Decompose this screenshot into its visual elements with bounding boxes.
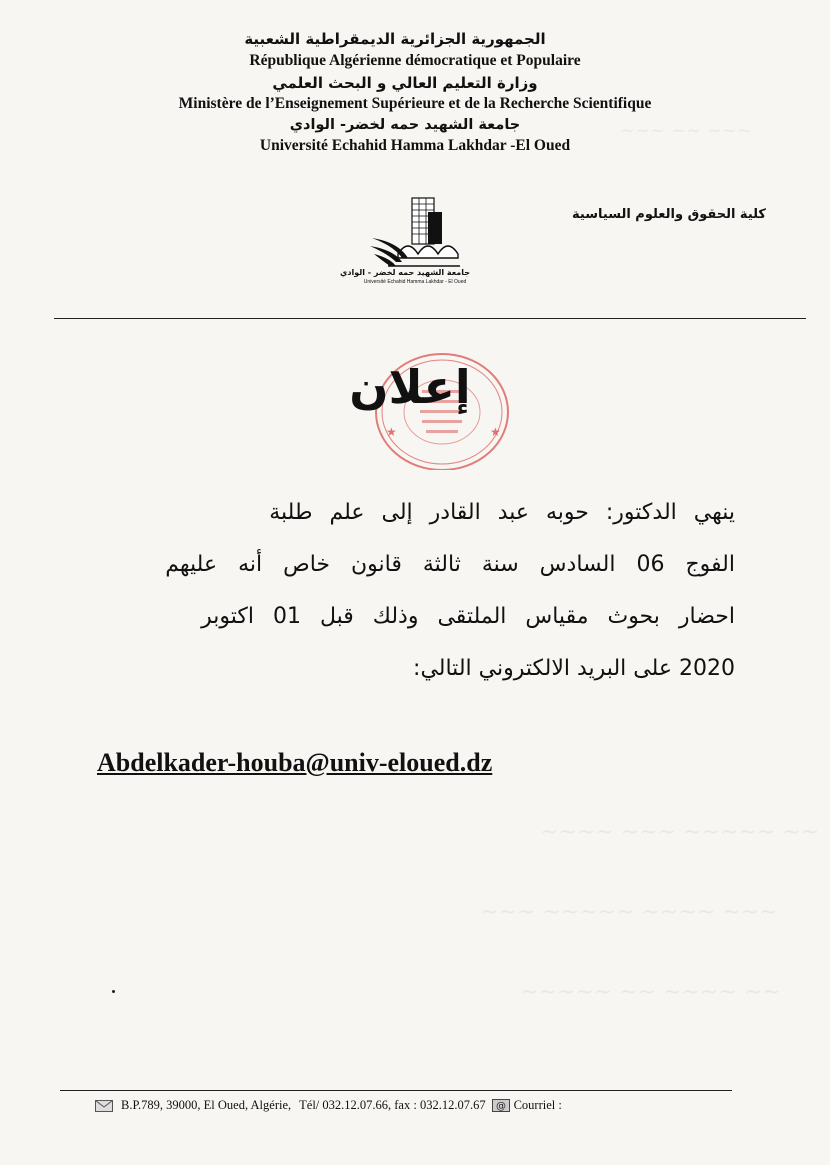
faculty-name: كلية الحقوق والعلوم السياسية — [572, 207, 766, 222]
footer-courriel-label: Courriel : — [513, 1098, 562, 1112]
svg-text:★: ★ — [386, 425, 397, 439]
header-divider — [54, 318, 806, 319]
envelope-icon — [95, 1100, 113, 1112]
contact-email-link[interactable]: Abdelkader-houba@univ-eloued.dz — [97, 748, 493, 777]
header-university-fr: Université Echahid Hamma Lakhdar -El Oued — [259, 137, 571, 154]
bleed-through-text: ~~~~~ ~~ ~~~~ ~~ — [520, 980, 781, 1005]
stray-dot — [112, 990, 115, 993]
header-ministry-ar: وزارة التعليم العالي و البحث العلمي — [272, 74, 538, 92]
header-university-ar: جامعة الشهيد حمه لخضر- الوادي — [289, 117, 521, 133]
svg-text:@: @ — [495, 1101, 506, 1112]
header-republic-ar: الجمهورية الجزائرية الديمقراطية الشعبية — [244, 30, 546, 48]
header-ministry-fr: Ministère de l’Enseignement Supérieure et de la Recherche Scientifique — [178, 95, 652, 112]
announcement-title: إعلان — [349, 360, 471, 414]
logo-caption-fr: Université Echahid Hamma Lakhdar - El Oued — [363, 279, 467, 285]
body-line-2: الفوج 06 السادس سنة ثالثة قانون خاص أنه عليهم — [165, 552, 735, 577]
body-line-4: 2020 على البريد الالكتروني التالي: — [413, 656, 735, 681]
bleed-through-text: ~~~ ~~~~~ ~~~~ ~~~ — [480, 900, 778, 925]
bleed-through-text: ~~~ ~~ ~~~ — [620, 120, 753, 141]
footer-phone: Tél/ 032.12.07.66, fax : 032.12.07.67 — [299, 1098, 486, 1112]
logo-caption-ar: جامعة الشهيد حمه لخضر - الوادي — [340, 268, 470, 277]
footer-address: B.P.789, 39000, El Oued, Algérie, — [121, 1098, 292, 1112]
footer — [95, 1098, 562, 1113]
email-at-icon — [492, 1099, 510, 1112]
body-line-3: احضار بحوث مقياس الملتقى وذلك قبل 01 اكتوبر — [201, 604, 735, 629]
bleed-through-text: ~~~~ ~~~ ~~~~~ ~~ — [540, 820, 820, 845]
header-republic-fr: République Algérienne démocratique et Populaire — [249, 52, 581, 69]
body-line-1: ينهي الدكتور: حوبه عبد القادر إلى علم طلبة — [269, 500, 735, 525]
footer-divider — [60, 1090, 732, 1091]
svg-text:★: ★ — [490, 425, 501, 439]
